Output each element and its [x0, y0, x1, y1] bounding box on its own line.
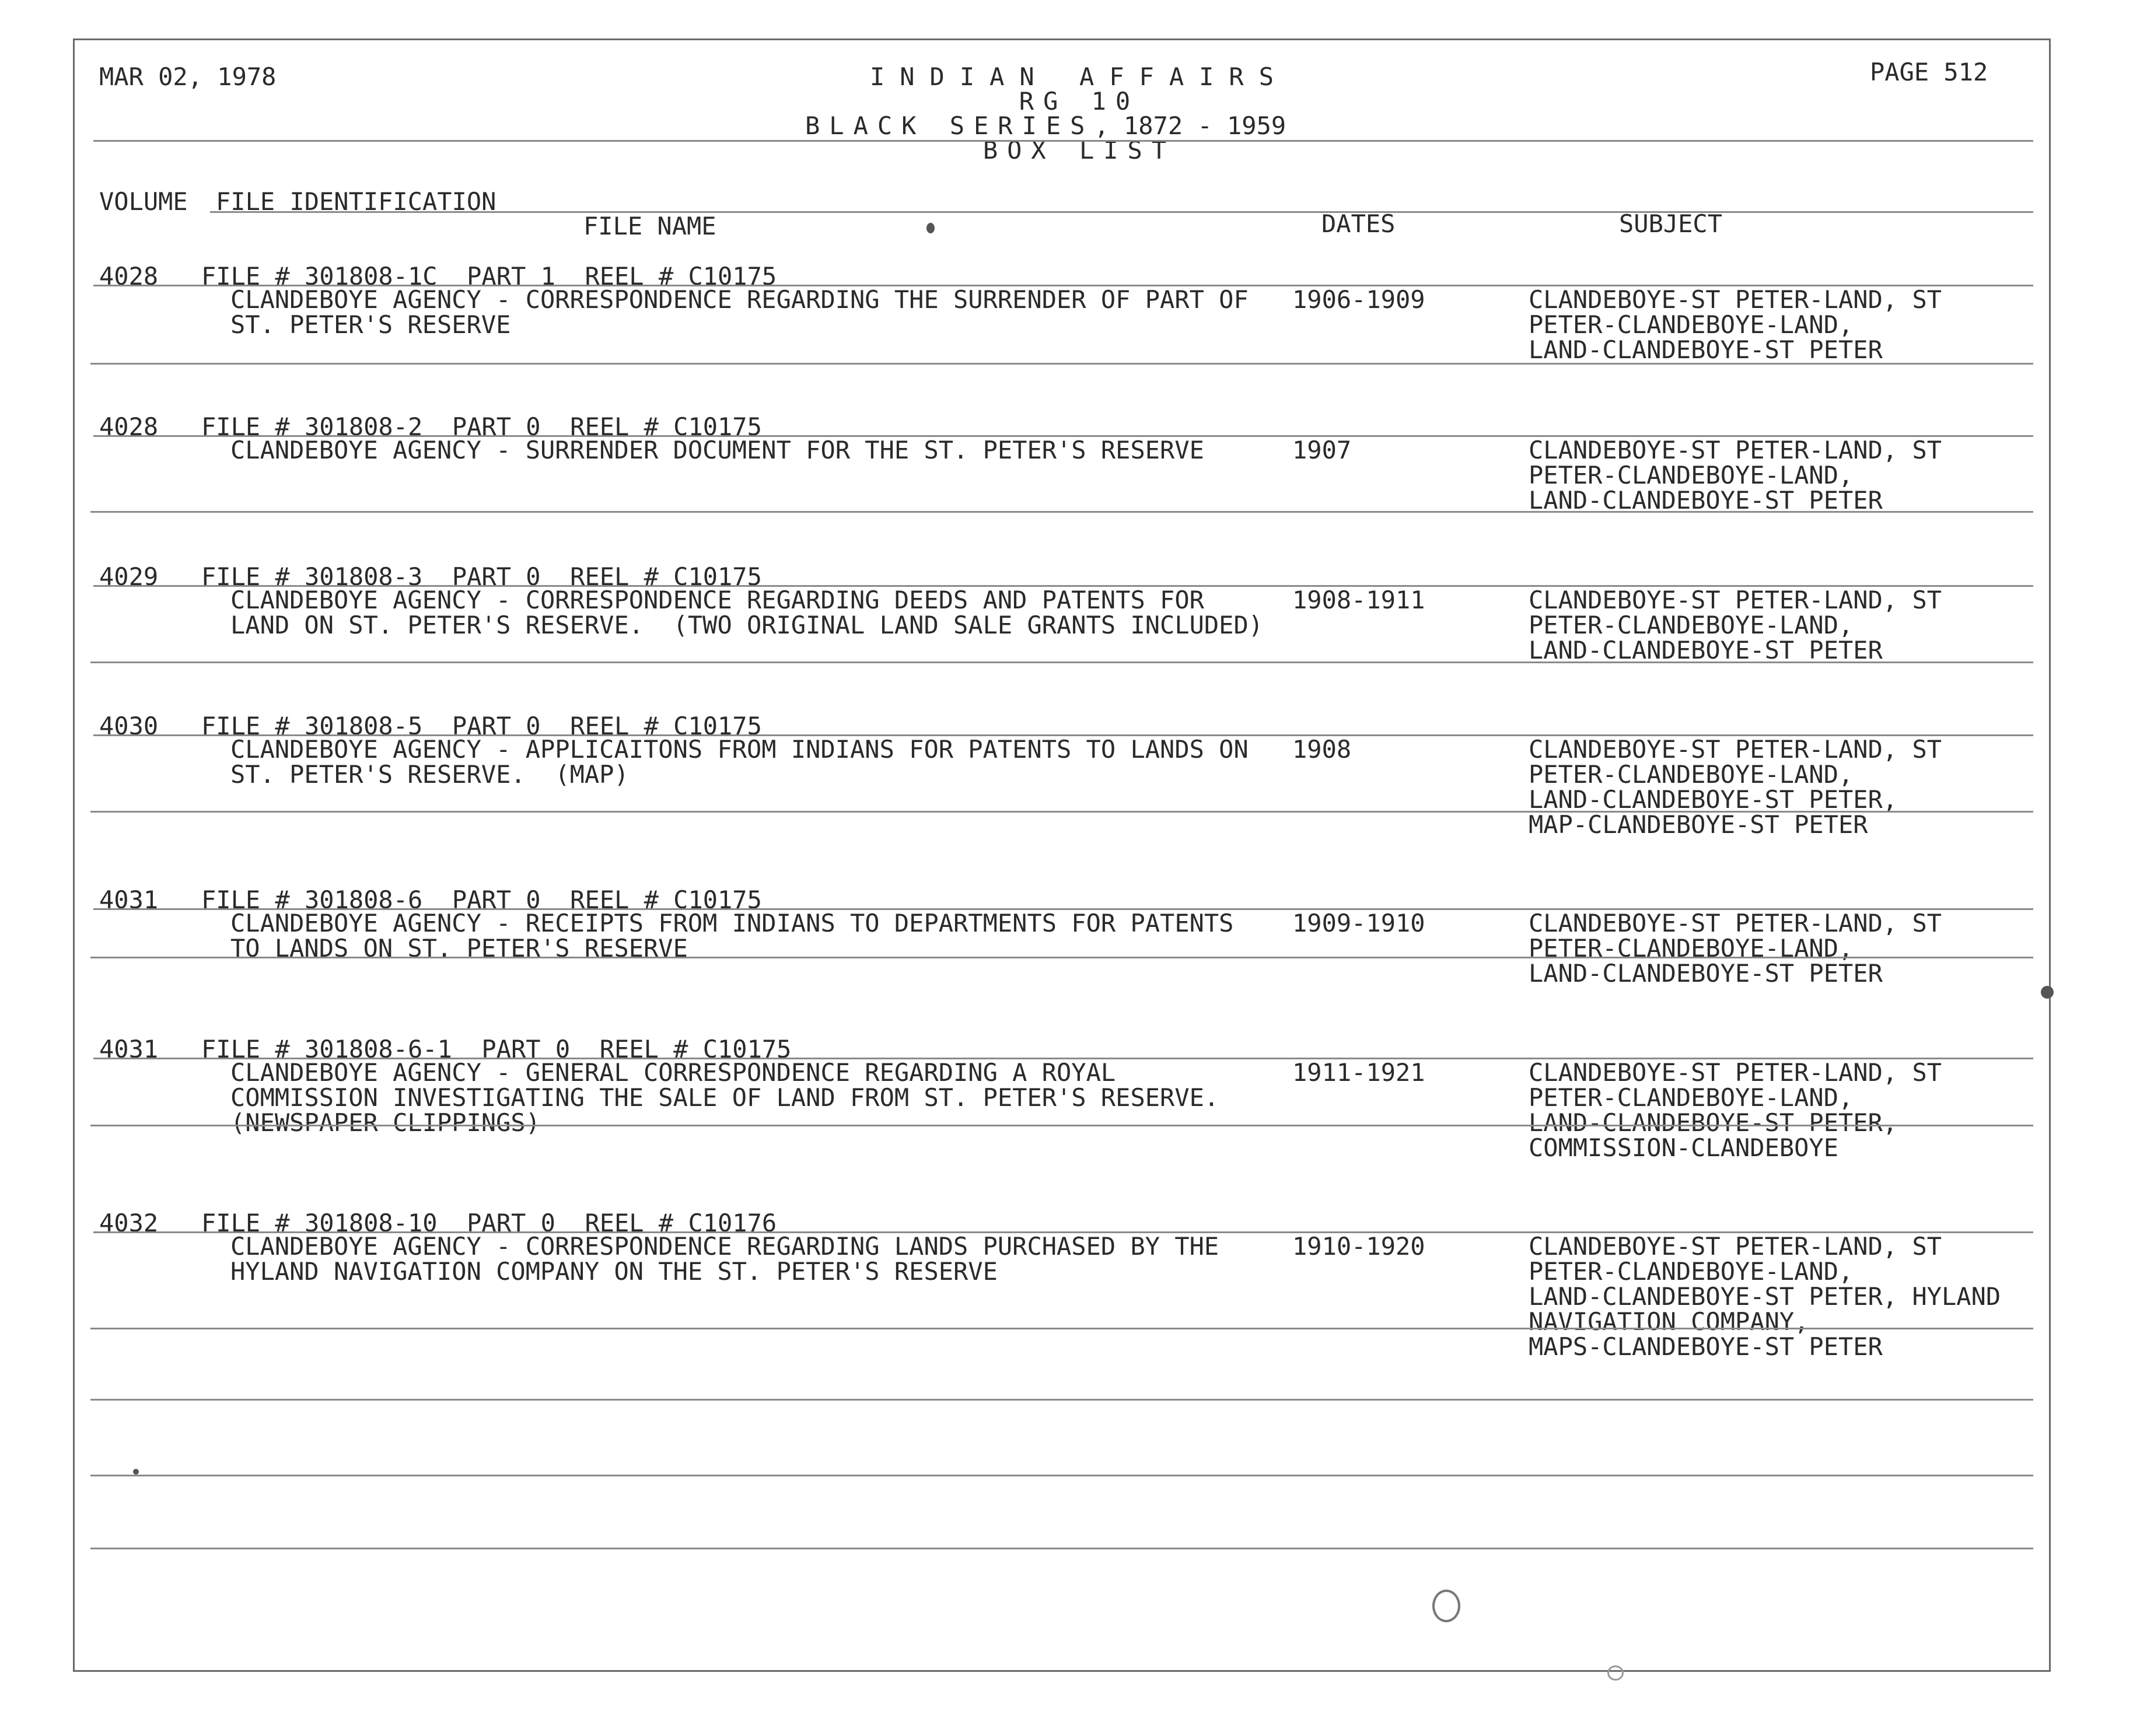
entry-dates: 1906-1909 [1292, 285, 1425, 314]
entry-subject-line: CLANDEBOYE-ST PETER-LAND, ST [1529, 1232, 1942, 1261]
entry-file-name-line: CLANDEBOYE AGENCY - CORRESPONDENCE REGARDING THE SURRENDER OF PART OF [230, 285, 1249, 314]
entry-dates: 1909-1910 [1292, 909, 1425, 937]
entry-separator [90, 1328, 2033, 1329]
entry-dates: 1908-1911 [1292, 586, 1425, 614]
scan-speck [926, 223, 935, 233]
report-title: INDIAN AFFAIRS [869, 62, 1289, 91]
entry-dates: 1911-1921 [1292, 1058, 1425, 1087]
col-dates: DATES [1321, 209, 1396, 238]
entry-volume: 4028 [99, 412, 159, 441]
scan-blot [1607, 1665, 1624, 1681]
page-number: PAGE 512 [1870, 58, 1988, 86]
entry-subject-line: CLANDEBOYE-ST PETER-LAND, ST [1529, 1058, 1942, 1087]
entry-subject-line: CLANDEBOYE-ST PETER-LAND, ST [1529, 285, 1942, 314]
entry-separator [90, 363, 2033, 365]
entry-subject-line: LAND-CLANDEBOYE-ST PETER [1529, 486, 1883, 514]
entry-subject-line: LAND-CLANDEBOYE-ST PETER [1529, 335, 1883, 364]
entry-subject-line: LAND-CLANDEBOYE-ST PETER, [1529, 1108, 1898, 1137]
entry-volume: 4032 [99, 1209, 159, 1237]
entry-subject-line: PETER-CLANDEBOYE-LAND, [1529, 1257, 1854, 1286]
entry-file-name-line: ST. PETER'S RESERVE. (MAP) [230, 760, 629, 789]
header-rule [93, 140, 2033, 142]
entry-file-name-line: (NEWSPAPER CLIPPINGS) [230, 1108, 541, 1137]
entry-subject-line: COMMISSION-CLANDEBOYE [1529, 1133, 1839, 1162]
entry-subject-line: MAP-CLANDEBOYE-ST PETER [1529, 810, 1868, 839]
scan-speck [2041, 986, 2054, 999]
col-file-identification: FILE IDENTIFICATION [216, 187, 496, 216]
entry-subject-line: PETER-CLANDEBOYE-LAND, [1529, 611, 1854, 639]
entry-file-id: FILE # 301808-10 PART 0 REEL # C10176 [201, 1209, 777, 1237]
entry-file-name-line: COMMISSION INVESTIGATING THE SALE OF LAND FROM ST. PETER'S RESERVE. [230, 1083, 1219, 1112]
scan-speck [133, 1469, 139, 1475]
entry-subject-line: PETER-CLANDEBOYE-LAND, [1529, 310, 1854, 339]
entry-file-id: FILE # 301808-2 PART 0 REEL # C10175 [201, 412, 762, 441]
entry-file-name-line: CLANDEBOYE AGENCY - GENERAL CORRESPONDENCE REGARDING A ROYAL [230, 1058, 1116, 1087]
entry-subject-line: CLANDEBOYE-ST PETER-LAND, ST [1529, 735, 1942, 764]
series-line [805, 113, 1286, 139]
entry-file-name-line: ST. PETER'S RESERVE [230, 310, 511, 339]
entry-file-id: FILE # 301808-1C PART 1 REEL # C10175 [201, 262, 777, 290]
entry-file-name-line: HYLAND NAVIGATION COMPANY ON THE ST. PETER'S RESERVE [230, 1257, 998, 1286]
entry-dates: 1908 [1292, 735, 1352, 764]
box-list-label: BOX LIST [982, 136, 1176, 164]
entry-separator [90, 957, 2033, 958]
entry-subject-line: MAPS-CLANDEBOYE-ST PETER [1529, 1332, 1883, 1361]
entry-file-name-line: CLANDEBOYE AGENCY - CORRESPONDENCE REGARDING LANDS PURCHASED BY THE [230, 1232, 1219, 1261]
entry-separator [90, 811, 2033, 813]
entry-file-id: FILE # 301808-6-1 PART 0 REEL # C10175 [201, 1035, 792, 1063]
scan-blot [1432, 1590, 1460, 1622]
report-date: MAR 02, 1978 [99, 62, 277, 91]
entry-subject-line: CLANDEBOYE-ST PETER-LAND, ST [1529, 909, 1942, 937]
series-years: , 1872 - 1959 [1094, 111, 1286, 140]
entry-subject-line: PETER-CLANDEBOYE-LAND, [1529, 461, 1854, 489]
entry-subject-line: PETER-CLANDEBOYE-LAND, [1529, 760, 1854, 789]
blank-rule [90, 1399, 2033, 1401]
entry-file-name-line: CLANDEBOYE AGENCY - SURRENDER DOCUMENT FOR THE ST. PETER'S RESERVE [230, 436, 1204, 464]
entry-volume: 4031 [99, 1035, 159, 1063]
col-subject: SUBJECT [1619, 209, 1723, 238]
entry-file-name-line: LAND ON ST. PETER'S RESERVE. (TWO ORIGINAL LAND SALE GRANTS INCLUDED) [230, 611, 1264, 639]
entry-file-name-line: TO LANDS ON ST. PETER'S RESERVE [230, 934, 688, 963]
entry-file-name-line: CLANDEBOYE AGENCY - APPLICAITONS FROM INDIANS FOR PATENTS TO LANDS ON [230, 735, 1249, 764]
series-label: BLACK SERIES [805, 111, 1095, 140]
entry-separator [90, 511, 2033, 513]
entry-subject-line: LAND-CLANDEBOYE-ST PETER, HYLAND [1529, 1282, 2001, 1311]
entry-subject-line: LAND-CLANDEBOYE-ST PETER [1529, 959, 1883, 988]
entry-subject-line: LAND-CLANDEBOYE-ST PETER [1529, 636, 1883, 664]
entry-dates: 1907 [1292, 436, 1352, 464]
entry-volume: 4031 [99, 886, 159, 914]
blank-rule [90, 1475, 2033, 1476]
entry-volume: 4030 [99, 712, 159, 740]
entry-separator [90, 1125, 2033, 1126]
entry-dates: 1910-1920 [1292, 1232, 1425, 1261]
entry-subject-line: PETER-CLANDEBOYE-LAND, [1529, 934, 1854, 963]
entry-file-name-line: CLANDEBOYE AGENCY - CORRESPONDENCE REGARDING DEEDS AND PATENTS FOR [230, 586, 1204, 614]
column-header-rule [210, 211, 2033, 213]
entry-file-id: FILE # 301808-6 PART 0 REEL # C10175 [201, 886, 762, 914]
entry-subject-line: LAND-CLANDEBOYE-ST PETER, [1529, 785, 1898, 814]
entry-volume: 4028 [99, 262, 159, 290]
entry-volume: 4029 [99, 562, 159, 591]
record-group: RG 10 [1019, 87, 1140, 116]
entry-subject-line: CLANDEBOYE-ST PETER-LAND, ST [1529, 586, 1942, 614]
entry-separator [90, 662, 2033, 663]
entry-file-id: FILE # 301808-3 PART 0 REEL # C10175 [201, 562, 762, 591]
entry-subject-line: NAVIGATION COMPANY, [1529, 1307, 1809, 1336]
entry-file-name-line: CLANDEBOYE AGENCY - RECEIPTS FROM INDIANS TO DEPARTMENTS FOR PATENTS [230, 909, 1234, 937]
col-file-name: FILE NAME [583, 212, 716, 240]
blank-rule [90, 1548, 2033, 1549]
entry-file-id: FILE # 301808-5 PART 0 REEL # C10175 [201, 712, 762, 740]
entry-subject-line: CLANDEBOYE-ST PETER-LAND, ST [1529, 436, 1942, 464]
col-volume: VOLUME [99, 187, 188, 216]
entry-subject-line: PETER-CLANDEBOYE-LAND, [1529, 1083, 1854, 1112]
